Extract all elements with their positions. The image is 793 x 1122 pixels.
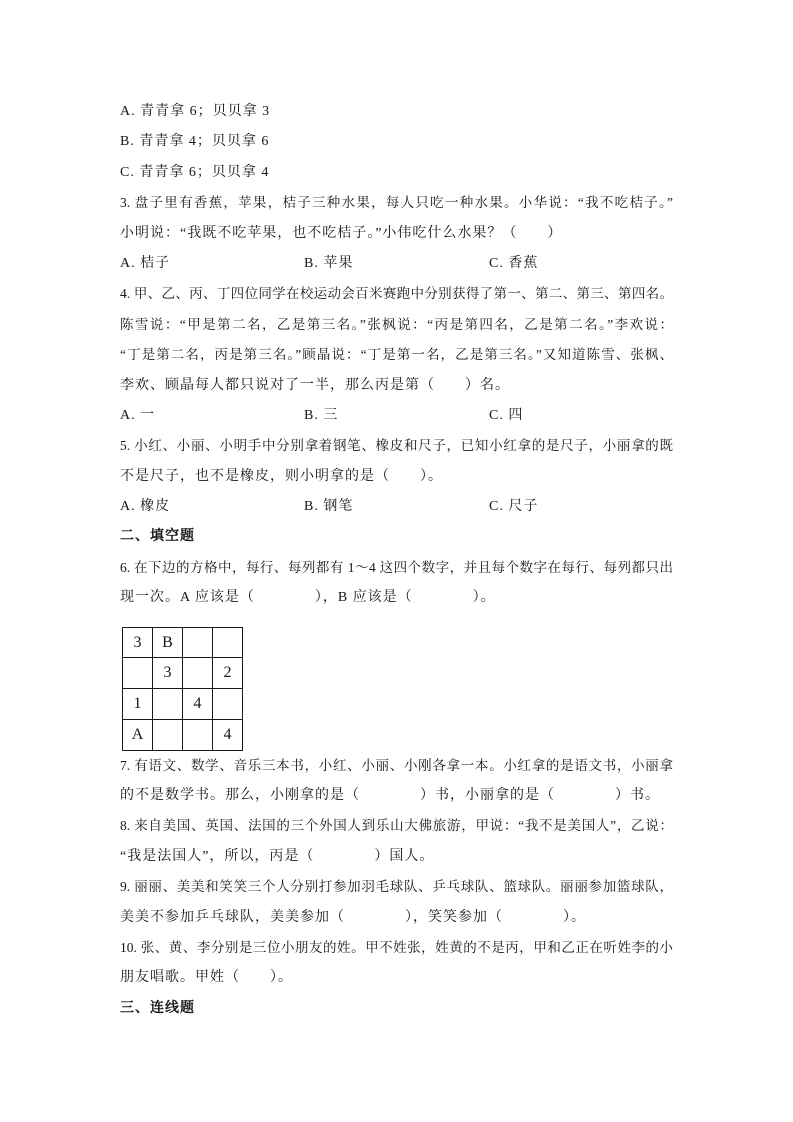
q4-option-c: C. 四 (489, 407, 524, 423)
q9-stem-line-1: 9. 丽丽、美美和笑笑三个人分别打参加羽毛球队、乒乓球队、篮球队。丽丽参加篮球队， (120, 879, 673, 895)
grid-row (123, 719, 243, 750)
q2-option-a: A. 青青拿 6；贝贝拿 3 (120, 104, 271, 119)
grid-cell: A (123, 719, 153, 750)
q4-stem-line-1: 4. 甲、乙、丙、丁四位同学在校运动会百米赛跑中分别获得了第一、第二、第三、第四名。 (120, 286, 673, 302)
q5-option-c: C. 尺子 (489, 499, 539, 515)
q10-stem-line-2: 朋友唱歌。甲姓（ ）。 (120, 970, 293, 986)
q5-stem-line-2: 不是尺子，也不是橡皮，则小明拿的是（ ）。 (120, 468, 443, 484)
q3-option-c: C. 香蕉 (489, 255, 539, 271)
q4-option-a: A. 一 (120, 407, 156, 423)
grid-cell (123, 658, 153, 689)
q9-stem-line-2: 美美不参加乒乓球队，美美参加（ ），笑笑参加（ ）。 (120, 909, 586, 925)
q4-stem-line-2: 陈雪说：“甲是第二名，乙是第三名。”张枫说：“丙是第四名，乙是第二名。”李欢说： (120, 316, 673, 332)
q4-options-row (120, 401, 673, 431)
grid-row (123, 689, 243, 720)
q3-stem-line-2: 小明说：“我既不吃苹果，也不吃桔子。”小伟吃什么水果？（ ） (120, 225, 563, 241)
grid-cell: B (153, 627, 183, 658)
q5-option-b: B. 钢笔 (304, 499, 354, 515)
grid-cell: 2 (213, 658, 243, 689)
q3-option-a: A. 桔子 (120, 255, 171, 271)
q6-stem-line-2: 现一次。A 应该是（ ），B 应该是（ ）。 (120, 590, 496, 606)
q3-stem-line-1: 3. 盘子里有香蕉，苹果，桔子三种水果，每人只吃一种水果。小华说：“我不吃桔子。” (120, 195, 673, 211)
grid-cell (183, 719, 213, 750)
grid-cell (183, 627, 213, 658)
grid-cell (213, 689, 243, 720)
q6-stem-line-1: 6. 在下边的方格中，每行、每列都有 1～4 这四个数字，并且每个数字在每行、每列都只出 (120, 559, 673, 575)
grid-cell (153, 719, 183, 750)
grid-cell: 4 (213, 719, 243, 750)
q5-options-row (120, 492, 673, 522)
q6-number-grid (122, 627, 243, 751)
q4-stem-line-4: 李欢、顾晶每人都只说对了一半，那么丙是第（ ）名。 (120, 377, 510, 393)
grid-row (123, 658, 243, 689)
q2-option-b: B. 青青拿 4；贝贝拿 6 (120, 134, 270, 150)
q7-stem-line-1: 7. 有语文、数学、音乐三本书，小红、小丽、小刚各拿一本。小红拿的是语文书，小丽拿 (120, 757, 673, 773)
q3-options-row (120, 249, 673, 279)
q8-stem-line-2: “我是法国人”，所以，丙是（ ）国人。 (120, 848, 435, 864)
q3-option-b: B. 苹果 (304, 255, 354, 271)
grid-cell: 1 (123, 689, 153, 720)
q8-stem-line-1: 8. 来自美国、英国、法国的三个外国人到乐山大佛旅游，甲说：“我不是美国人”，乙说： (120, 818, 673, 834)
q5-stem-line-1: 5. 小红、小丽、小明手中分别拿着钢笔、橡皮和尺子，已知小红拿的是尺子，小丽拿的既 (120, 438, 673, 454)
q4-stem-line-3: “丁是第二名，丙是第三名。”顾晶说：“丁是第一名，乙是第三名。”又知道陈雪、张枫、 (120, 347, 673, 363)
q4-option-b: B. 三 (304, 407, 339, 423)
q7-stem-line-2: 的不是数学书。那么，小刚拿的是（ ）书，小丽拿的是（ ）书。 (120, 788, 660, 804)
section-heading-matching: 三、连线题 (120, 1000, 195, 1016)
grid-cell (213, 627, 243, 658)
grid-cell: 4 (183, 689, 213, 720)
section-heading-fill-in-blank: 二、填空题 (120, 529, 195, 545)
grid-cell: 3 (153, 658, 183, 689)
grid-cell (183, 658, 213, 689)
grid-cell (153, 689, 183, 720)
q2-option-c: C. 青青拿 6；贝贝拿 4 (120, 164, 270, 180)
q5-option-a: A. 橡皮 (120, 499, 171, 515)
grid-row (123, 627, 243, 658)
grid-cell: 3 (123, 627, 153, 658)
q10-stem-line-1: 10. 张、黄、李分别是三位小朋友的姓。甲不姓张，姓黄的不是丙，甲和乙正在听姓李的小 (120, 939, 673, 955)
